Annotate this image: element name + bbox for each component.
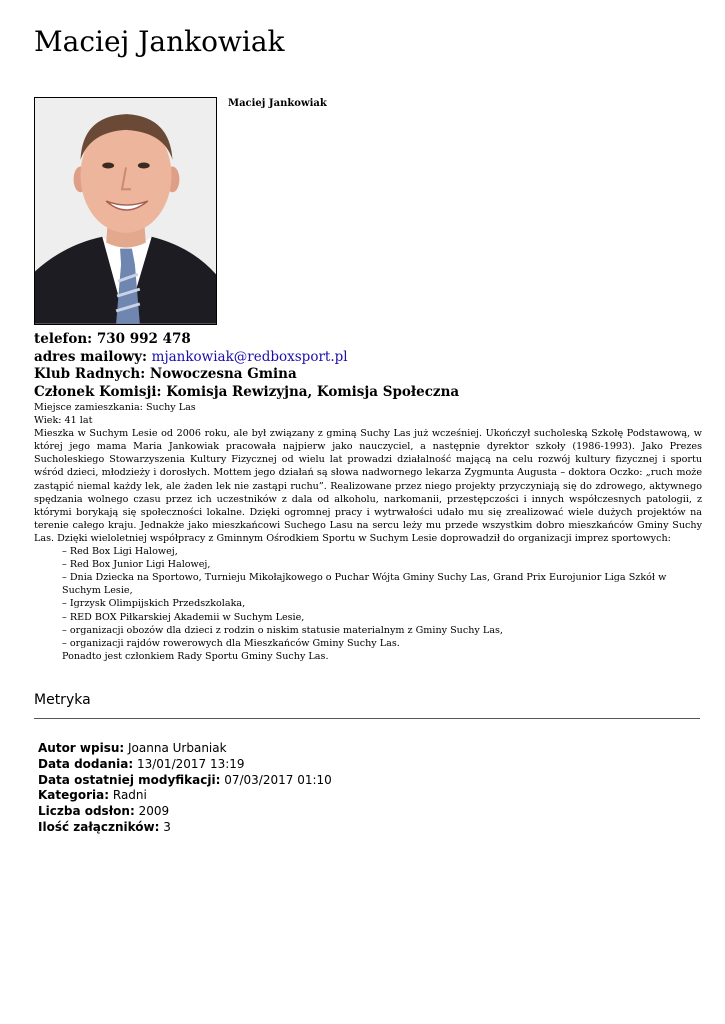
phone-line (34, 331, 702, 349)
email-link[interactable]: mjankowiak@redboxsport.pl (151, 348, 348, 365)
phone-label: telefon: (34, 331, 93, 347)
list-item: – Red Box Ligi Halowej, (62, 546, 178, 558)
meta-attachments (38, 820, 332, 836)
meta-added (38, 757, 332, 773)
divider (34, 718, 700, 719)
meta-label: Ilość załączników: (38, 819, 160, 834)
portrait-photo (34, 97, 217, 325)
list-item: – Igrzysk Olimpijskich Przedszkolaka, (62, 598, 246, 610)
list-item: – Dnia Dziecka na Sportowo, Turnieju Mikołajkowego o Puchar Wójta Gminy Suchy Las, Grand Prix Eurojunior Liga Szkół w Suchym Lesie, (62, 572, 667, 597)
commission-label: Członek Komisji: (34, 383, 162, 400)
meta-views (38, 804, 332, 820)
meta-label: Autor wpisu: (38, 741, 125, 755)
meta-value: Joanna Urbaniak (128, 741, 227, 755)
list-item: – Red Box Junior Ligi Halowej, (62, 559, 211, 571)
email-label: adres mailowy: (34, 348, 147, 365)
list-item: – organizacji rajdów rowerowych dla Mieszkańców Gminy Suchy Las. (62, 637, 400, 649)
photo-caption: Maciej Jankowiak (228, 98, 327, 109)
list-item: – RED BOX Piłkarskiej Akademii w Suchym Lesie, (62, 611, 305, 623)
commission-line (34, 384, 702, 402)
meta-author (38, 741, 332, 757)
metryka-details (38, 741, 332, 836)
meta-label: Kategoria: (38, 788, 110, 803)
residence: Miejsce zamieszkania: Suchy Las (34, 402, 196, 413)
club-label: Klub Radnych: (34, 366, 146, 382)
email-line (34, 349, 702, 367)
events-list (34, 545, 702, 650)
meta-value: 3 (163, 819, 171, 834)
club-line (34, 366, 702, 384)
councillor-info (34, 331, 702, 663)
meta-value: 2009 (138, 804, 170, 819)
meta-value: 07/03/2017 01:10 (224, 772, 332, 787)
commission-value: Komisja Rewizyjna, Komisja Społeczna (166, 383, 460, 400)
club-value: Nowoczesna Gmina (149, 366, 297, 382)
meta-label: Data ostatniej modyfikacji: (38, 772, 221, 787)
meta-label: Liczba odsłon: (38, 804, 135, 819)
page-title: Maciej Jankowiak (34, 25, 285, 58)
sports-council-note: Ponadto jest członkiem Rady Sportu Gminy Suchy Las. (62, 650, 329, 662)
list-item: – organizacji obozów dla dzieci z rodzin o niskim statusie materialnym z Gminy Suchy Las, (62, 624, 503, 636)
meta-category (38, 788, 332, 804)
meta-value: Radni (112, 788, 147, 803)
phone-number: 730 992 478 (96, 331, 191, 347)
meta-label: Data dodania: (38, 756, 134, 771)
portrait-image (35, 98, 216, 324)
age: Wiek: 41 lat (34, 415, 93, 427)
biography: Mieszka w Suchym Lesie od 2006 roku, ale był związany z gminą Suchy Las już wcześniej. Ukończył sucholeską Szkołę Podstawową, w której jego mama Maria Jankowiak pracowała najpierw jako nauczyciel, a następnie dyrektor szkoły (1986-1993). Jako Prezes Sucholeskiego Stowarzyszenia Kultury Fizycznej od wielu lat prowadzi działalność mającą na celu rozwój kultury fizycznej i sportu wśród dzieci, młodzieży i dorosłych. Mottem jego działań są słowa nadwornego lekarza Zygmunta Augusta – doktora Oczko: „ruch może zastąpić niemal każdy lek, ale żaden lek nie zastąpi ruchu”. Realizowane przez niego projekty przyczyniają się do zdrowego, aktywnego spędzania wolnego czasu przez ich uczestników z dala od alkoholu, narkomanii, przestępczości i innych współczesnych patologii, z którymi borykają się społeczności lokalne. Dzięki ogromnej pracy i wytrwałości udało mu się zrealizować wiele dużych projektów na terenie całego kraju. Jednakże jako mieszkańcowi Suchego Lasu na sercu leży mu przede wszystkim dobro mieszkańców Gminy Suchy Las. Dzięki wieloletniej współpracy z Gminnym Ośrodkiem Sportu w Suchym Lesie doprowadził do organizacji imprez sportowych: (34, 428, 702, 544)
metryka-heading: Metryka (34, 692, 91, 708)
meta-modified (38, 773, 332, 789)
meta-value: 13/01/2017 13:19 (136, 756, 245, 771)
